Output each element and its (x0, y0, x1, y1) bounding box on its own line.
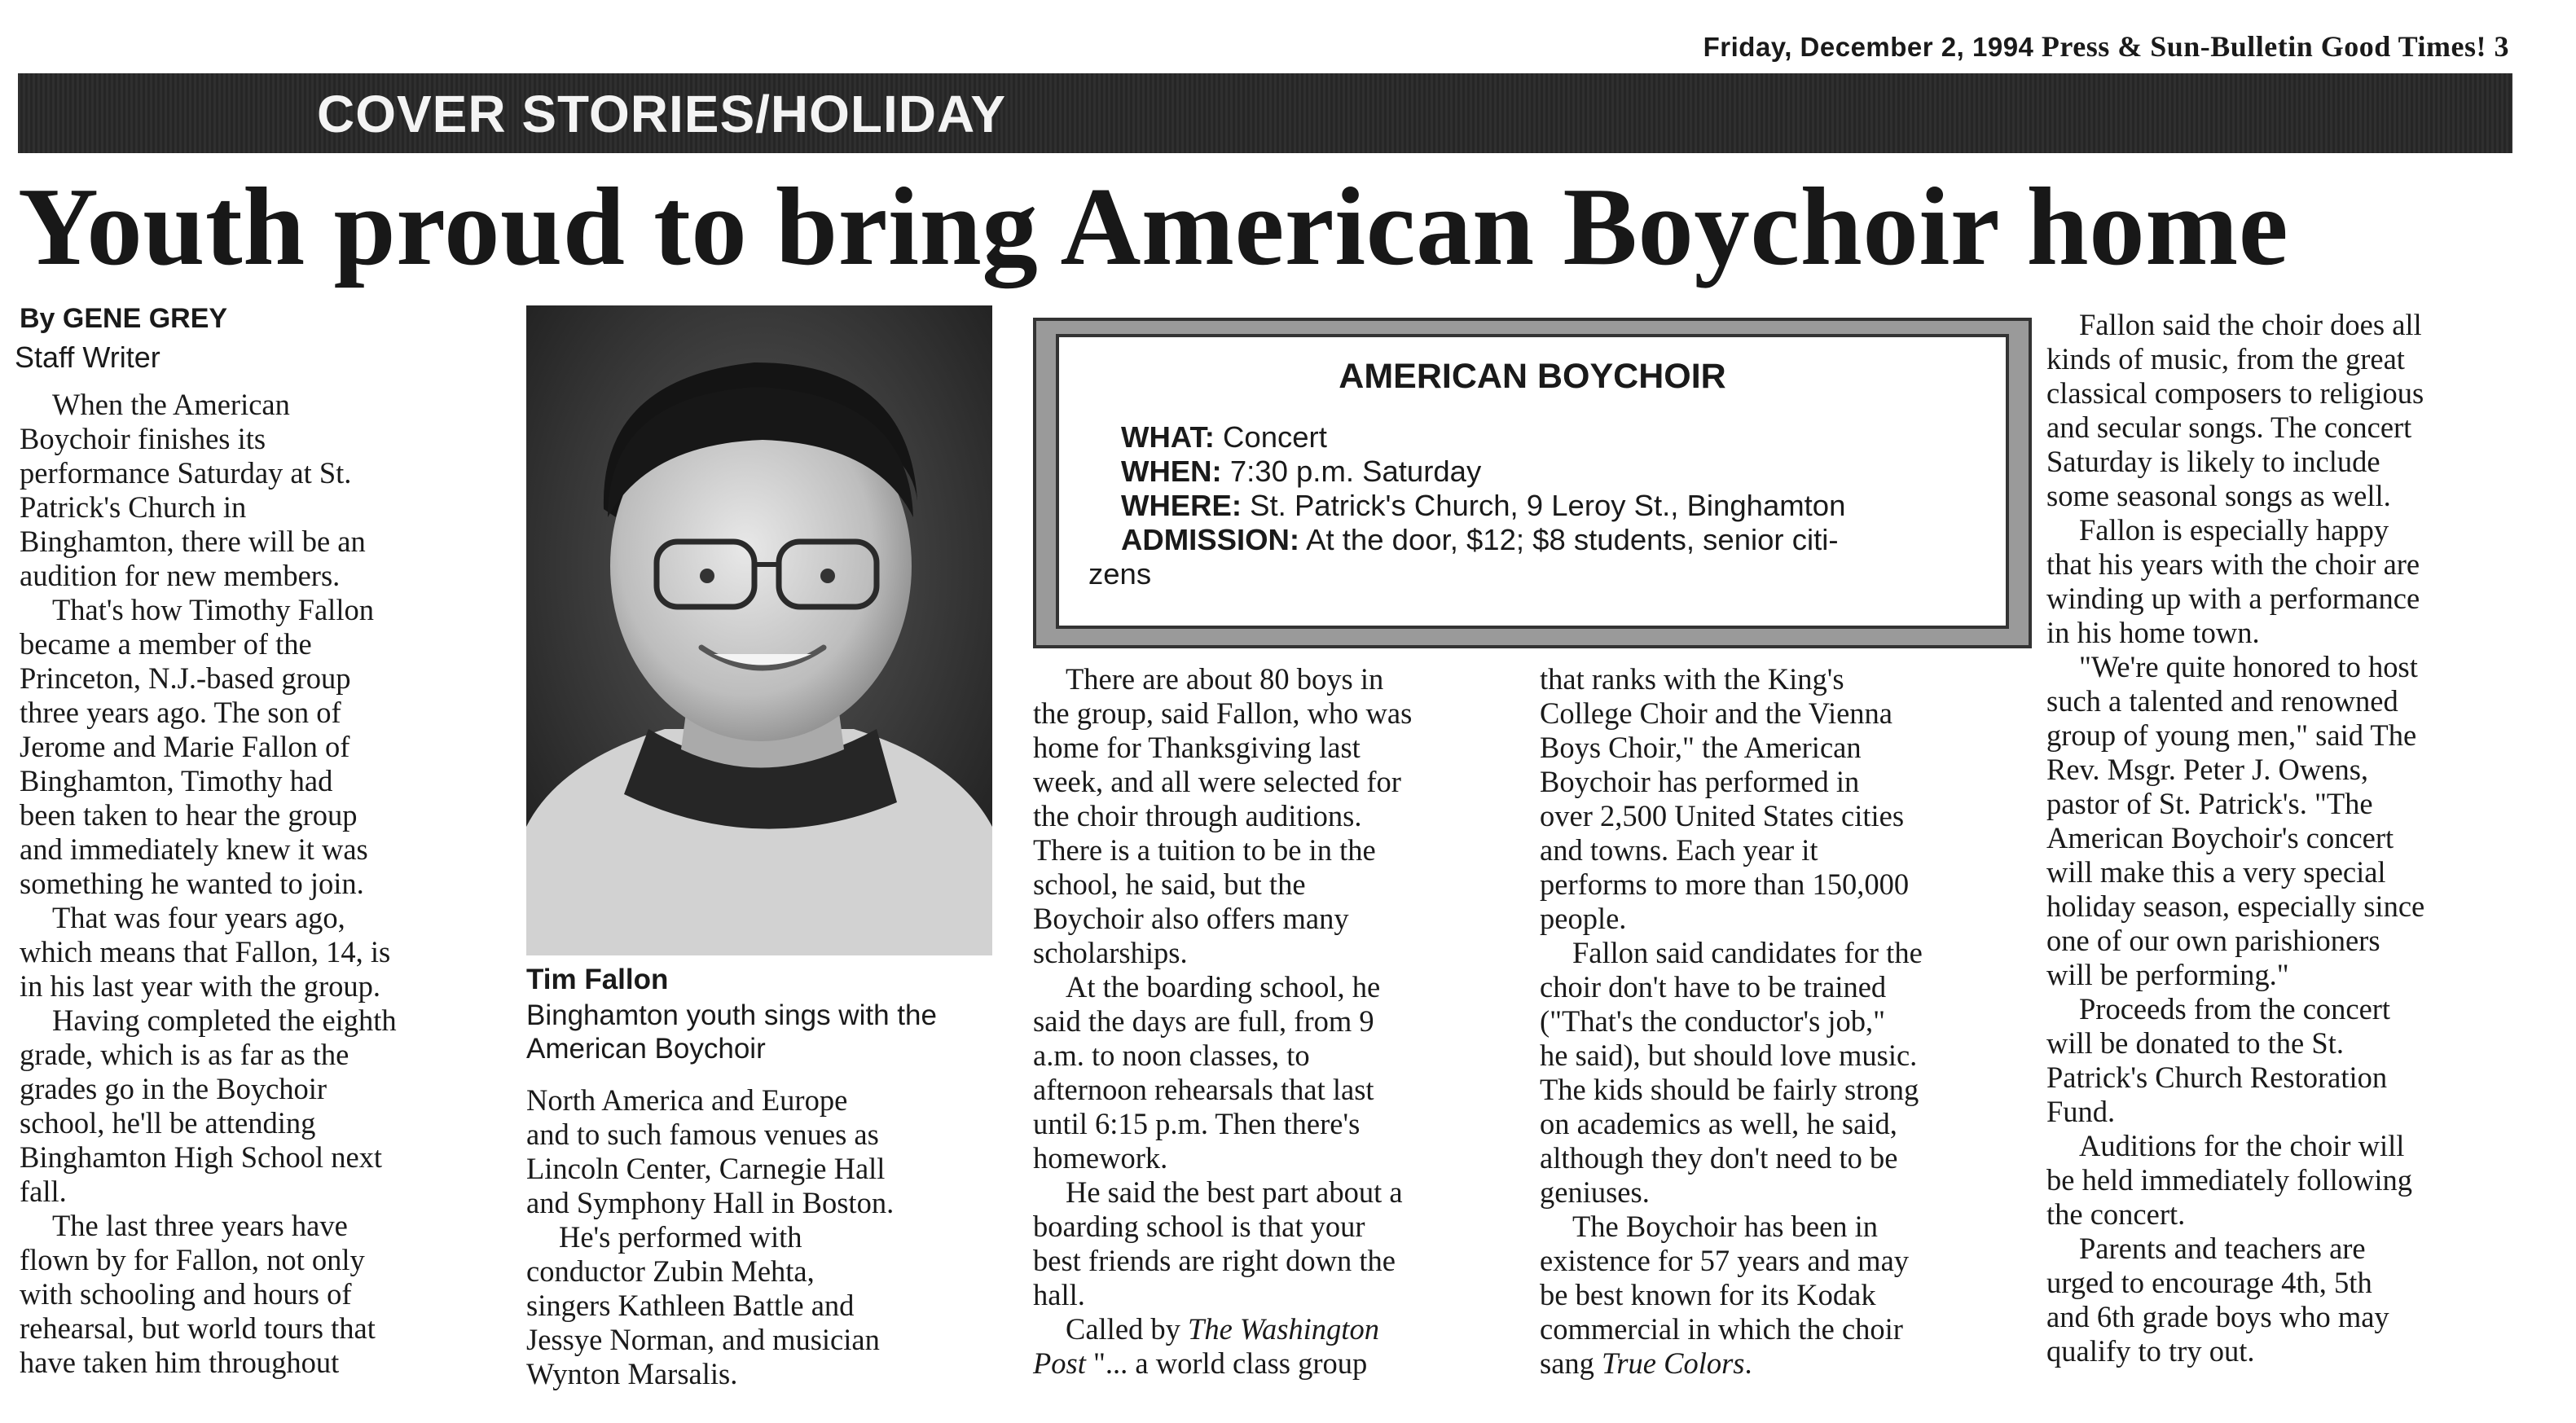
text-line: qualify to try out. (2046, 1334, 2255, 1368)
byline: By GENE GREY (20, 303, 228, 334)
article-column-1 (20, 388, 397, 1380)
section-banner-label: COVER STORIES/HOLIDAY (316, 85, 1007, 143)
text-line: performance Saturday at St. (20, 456, 352, 490)
text-line: There are about 80 boys in (1066, 662, 1384, 696)
text-line: in his last year with the group. (20, 969, 380, 1003)
dateline (1548, 29, 2509, 64)
text-line: That's how Timothy Fallon (52, 593, 374, 626)
headline: Youth proud to bring American Boychoir home (18, 165, 2289, 288)
info-admission-cont: zens (1088, 557, 1152, 591)
text-line: with schooling and hours of (20, 1277, 352, 1311)
article-column-3 (1033, 662, 1412, 1381)
text-line: There is a tuition to be in the (1033, 833, 1376, 867)
text-line: Fund. (2046, 1095, 2116, 1128)
text-line: Binghamton, Timothy had (20, 764, 333, 797)
info-what (1088, 420, 1993, 455)
text-line: something he wanted to join. (20, 867, 364, 900)
text-line: Princeton, N.J.-based group (20, 661, 351, 695)
text-line (1033, 1346, 1412, 1381)
text-run: Called by (1066, 1312, 1189, 1346)
text-line: "We're quite honored to host (2079, 650, 2418, 683)
text-line: he said), but should love music. (1540, 1039, 1918, 1072)
text-line: The kids should be fairly strong (1540, 1073, 1919, 1106)
text-run: "... a world class group (1085, 1346, 1368, 1380)
info-where-label: WHERE: (1121, 489, 1242, 522)
text-line: been taken to hear the group (20, 798, 358, 832)
info-box (1056, 334, 2009, 629)
text-line: When the American (52, 388, 290, 421)
text-line: He said the best part about a (1066, 1175, 1403, 1209)
article-column-4 (1540, 662, 1923, 1381)
text-line: and secular songs. The concert (2046, 411, 2412, 444)
text-line: existence for 57 years and may (1540, 1244, 1910, 1277)
text-line: the concert. (2046, 1197, 2186, 1231)
info-admission-label: ADMISSION: (1121, 523, 1299, 556)
text-line: College Choir and the Vienna (1540, 696, 1893, 730)
info-where (1088, 489, 1993, 523)
text-line: Binghamton High School next (20, 1140, 383, 1174)
photo-caption-name: Tim Fallon (526, 964, 669, 995)
text-line: Binghamton, there will be an (20, 525, 366, 558)
text-run: sang (1540, 1346, 1602, 1380)
text-line: home for Thanksgiving last (1033, 731, 1361, 764)
text-line: will be donated to the St. (2046, 1026, 2344, 1060)
text-line: rehearsal, but world tours that (20, 1311, 376, 1345)
text-run-italic: True Colors (1602, 1346, 1745, 1380)
text-line: which means that Fallon, 14, is (20, 935, 391, 968)
text-line: school, he said, but the (1033, 867, 1306, 901)
text-line: At the boarding school, he (1066, 970, 1381, 1004)
text-line: although they don't need to be (1540, 1141, 1898, 1175)
text-line: urged to encourage 4th, 5th (2046, 1266, 2372, 1299)
text-line: be best known for its Kodak (1540, 1278, 1876, 1311)
text-line: Boychoir has performed in (1540, 765, 1860, 798)
text-line: such a talented and renowned (2046, 684, 2398, 718)
info-admission-value: At the door, $12; $8 students, senior citi- (1306, 523, 1839, 556)
text-line: choir don't have to be trained (1540, 970, 1887, 1004)
text-line: North America and Europe (526, 1083, 848, 1117)
article-column-2 (526, 1083, 894, 1391)
text-line (1540, 1346, 1923, 1381)
text-line: Saturday is likely to include (2046, 445, 2380, 478)
dateline-paper: Press & Sun-Bulletin Good Times! 3 (2041, 30, 2509, 63)
text-line: said the days are full, from 9 (1033, 1004, 1374, 1038)
text-line: That was four years ago, (52, 901, 345, 934)
text-line: Having completed the eighth (52, 1004, 397, 1037)
text-line: Rev. Msgr. Peter J. Owens, (2046, 753, 2369, 786)
text-line: the group, said Fallon, who was (1033, 696, 1413, 730)
text-line: The last three years have (52, 1209, 348, 1242)
text-run-italic: The Washington (1188, 1312, 1379, 1346)
text-line: and immediately knew it was (20, 832, 368, 866)
text-line: be held immediately following (2046, 1163, 2413, 1197)
text-line: Wynton Marsalis. (526, 1357, 738, 1390)
info-when (1088, 455, 1993, 489)
text-line: fall. (20, 1175, 67, 1208)
text-line: scholarships. (1033, 936, 1188, 969)
text-line: the choir through auditions. (1033, 799, 1362, 832)
text-line: Jerome and Marie Fallon of (20, 730, 350, 763)
text-line: singers Kathleen Battle and (526, 1289, 855, 1322)
text-line: became a member of the (20, 627, 312, 661)
text-line: Auditions for the choir will (2079, 1129, 2405, 1162)
text-line: holiday season, especially since (2046, 889, 2425, 923)
text-line: Fallon said candidates for the (1572, 936, 1923, 969)
info-when-label: WHEN: (1121, 455, 1222, 488)
info-box-details (1088, 420, 1993, 591)
text-line: hall. (1033, 1278, 1085, 1311)
portrait-illustration (526, 305, 992, 955)
text-line: Jessye Norman, and musician (526, 1323, 880, 1356)
byline-role: Staff Writer (15, 340, 160, 374)
text-line: ("That's the conductor's job," (1540, 1004, 1886, 1038)
text-line: classical composers to religious (2046, 376, 2424, 410)
text-line: Lincoln Center, Carnegie Hall (526, 1152, 886, 1185)
text-line: group of young men," said The (2046, 718, 2417, 752)
text-line: and Symphony Hall in Boston. (526, 1186, 895, 1219)
info-when-value: 7:30 p.m. Saturday (1229, 455, 1482, 488)
text-line: people. (1540, 902, 1627, 935)
text-line: Boys Choir," the American (1540, 731, 1862, 764)
text-line: a.m. to noon classes, to (1033, 1039, 1310, 1072)
text-line: geniuses. (1540, 1175, 1650, 1209)
text-run: . (1744, 1346, 1752, 1380)
text-line: until 6:15 p.m. Then there's (1033, 1107, 1361, 1140)
text-line: and 6th grade boys who may (2046, 1300, 2389, 1333)
text-line: Fallon is especially happy (2079, 513, 2389, 547)
portrait-photo (526, 305, 992, 955)
text-line: that ranks with the King's (1540, 662, 1844, 696)
text-line: one of our own parishioners (2046, 924, 2380, 957)
text-line: Patrick's Church Restoration (2046, 1061, 2388, 1094)
text-line: in his home town. (2046, 616, 2260, 649)
text-line: performs to more than 150,000 (1540, 867, 1910, 901)
text-line: conductor Zubin Mehta, (526, 1254, 815, 1288)
text-line: Patrick's Church in (20, 490, 247, 524)
text-line: best friends are right down the (1033, 1244, 1396, 1277)
text-line: Proceeds from the concert (2079, 992, 2391, 1026)
text-line (1033, 1312, 1412, 1346)
text-line: Boychoir finishes its (20, 422, 266, 455)
text-line: winding up with a performance (2046, 582, 2420, 615)
text-line: three years ago. The son of (20, 696, 341, 729)
dateline-date: Friday, December 2, 1994 (1703, 32, 2034, 62)
info-admission (1088, 523, 1993, 557)
info-box-title: AMERICAN BOYCHOIR (1339, 357, 1726, 396)
text-line: American Boychoir's concert (2046, 821, 2394, 854)
info-what-value: Concert (1223, 420, 1327, 454)
text-line: He's performed with (559, 1220, 802, 1254)
info-where-value: St. Patrick's Church, 9 Leroy St., Binghamton (1250, 489, 1846, 522)
text-line: week, and all were selected for (1033, 765, 1401, 798)
text-line: have taken him throughout (20, 1346, 340, 1379)
text-line: The Boychoir has been in (1572, 1210, 1879, 1243)
text-line: that his years with the choir are (2046, 547, 2420, 581)
text-line: grades go in the Boychoir (20, 1072, 327, 1105)
text-line: Parents and teachers are (2079, 1232, 2366, 1265)
text-line: audition for new members. (20, 559, 341, 592)
text-line: Boychoir also offers many (1033, 902, 1349, 935)
text-line: homework. (1033, 1141, 1168, 1175)
text-line: and to such famous venues as (526, 1118, 879, 1151)
text-line: grade, which is as far as the (20, 1038, 349, 1071)
photo-caption-text: Binghamton youth sings with the American Boychoir (526, 999, 937, 1065)
text-line: Fallon said the choir does all (2079, 308, 2422, 341)
text-line: over 2,500 United States cities (1540, 799, 1905, 832)
text-line: school, he'll be attending (20, 1106, 316, 1140)
text-line: and towns. Each year it (1540, 833, 1818, 867)
text-line: on academics as well, he said, (1540, 1107, 1897, 1140)
text-line: will make this a very special (2046, 855, 2386, 889)
text-line: afternoon rehearsals that last (1033, 1073, 1374, 1106)
text-line: some seasonal songs as well. (2046, 479, 2391, 512)
text-line: will be performing." (2046, 958, 2289, 991)
info-what-label: WHAT: (1121, 420, 1215, 454)
text-line: flown by for Fallon, not only (20, 1243, 365, 1276)
text-line: commercial in which the choir (1540, 1312, 1903, 1346)
article-column-5 (2046, 308, 2424, 1368)
text-line: boarding school is that your (1033, 1210, 1365, 1243)
text-line: pastor of St. Patrick's. "The (2046, 787, 2373, 820)
text-line: kinds of music, from the great (2046, 342, 2405, 376)
text-run-italic: Post (1033, 1346, 1086, 1380)
